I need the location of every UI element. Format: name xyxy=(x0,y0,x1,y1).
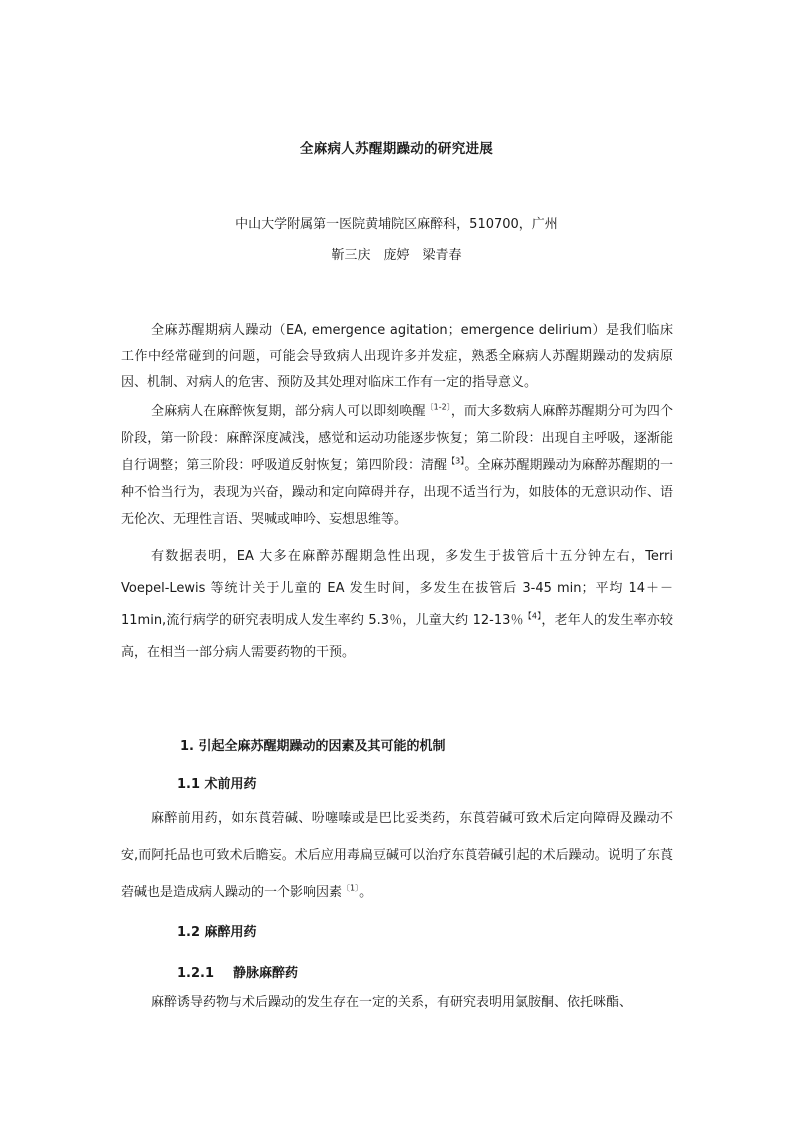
subsubsection-heading xyxy=(177,962,298,981)
citation-ref: 〔1-2〕 xyxy=(425,402,451,412)
paragraph-text: 全麻病人在麻醉恢复期，部分病人可以即刻唤醒 xyxy=(151,404,426,419)
paragraph-iv-anesthetics: 麻醉诱导药物与术后躁动的发生存在一定的关系，有研究表明用氯胺酮、依托咪酯、 xyxy=(151,995,633,1010)
citation-ref: 【4】 xyxy=(523,611,542,621)
paragraph-text: 有数据表明，EA 大多在麻醉苏醒期急性出现，多发生于拔管后十五分钟左右，Terri Voepel-Lewis 等统计关于儿童的 EA 发生时间，多发生在拔管后 3-45 min；平均 14＋－11min,流行病学的研究表明成人发生率约 5.3％，儿童大约 12-13％ xyxy=(121,549,673,628)
paragraph-text: ，老年人的发生率亦较高，在相当一部分病人需要药物的干预。 xyxy=(121,613,674,660)
authors: 靳三庆 庞婷 梁青春 xyxy=(331,248,462,263)
page-title: 全麻病人苏醒期躁动的研究进展 xyxy=(299,141,494,157)
citation-ref: 【3】 xyxy=(447,456,465,466)
heading-number: 1.2.1 xyxy=(177,966,215,981)
citation-ref: 〔1〕 xyxy=(342,883,360,893)
subsection-heading-premedication: 1.1 术前用药 xyxy=(177,777,257,792)
heading-text: 静脉麻醉药 xyxy=(233,966,299,981)
paragraph-text: 。全麻苏醒期躁动为麻醉苏醒期的一种不恰当行为，表现为兴奋，躁动和定向障碍并存，出现不适当行为，如肢体的无意识动作、语无伦次、无理性言语、哭喊或呻吟、妄想思维等。 xyxy=(121,458,673,527)
section-heading: 1. 引起全麻苏醒期躁动的因素及其可能的机制 xyxy=(180,739,446,754)
paragraph-statistics xyxy=(121,541,673,669)
paragraph-text: 。 xyxy=(359,885,373,900)
paragraph-text: ，而大多数病人麻醉苏醒期分可为四个阶段，第一阶段：麻醉深度减浅，感觉和运动功能逐步恢复；第二阶段：出现自主呼吸，逐渐能自行调整；第三阶段：呼吸道反射恢复；第四阶段：清醒 xyxy=(121,404,673,473)
paragraph-stages xyxy=(121,398,673,533)
affiliation: 中山大学附属第一医院黄埔院区麻醉科，510700，广州 xyxy=(235,217,558,232)
paragraph-intro: 全麻苏醒期病人躁动（EA, emergence agitation；emergence delirium）是我们临床工作中经常碰到的问题，可能会导致病人出现许多并发症，熟悉全麻病人苏醒期躁动的发病原因、机制、对病人的危害、预防及其处理对临床工作有一定的指导意义。 xyxy=(121,323,673,390)
paragraph-text: 麻醉前用药，如东莨菪碱、吩噻嗪或是巴比妥类药，东莨菪碱可致术后定向障碍及躁动不安,而阿托品也可致术后瞻妄。术后应用毒扁豆碱可以治疗东莨菪碱引起的术后躁动。说明了东莨菪碱也是造成病人躁动的一个影响因素 xyxy=(121,811,673,900)
subsection-heading-anesthetics: 1.2 麻醉用药 xyxy=(177,925,257,940)
paragraph-premedication xyxy=(121,800,673,911)
